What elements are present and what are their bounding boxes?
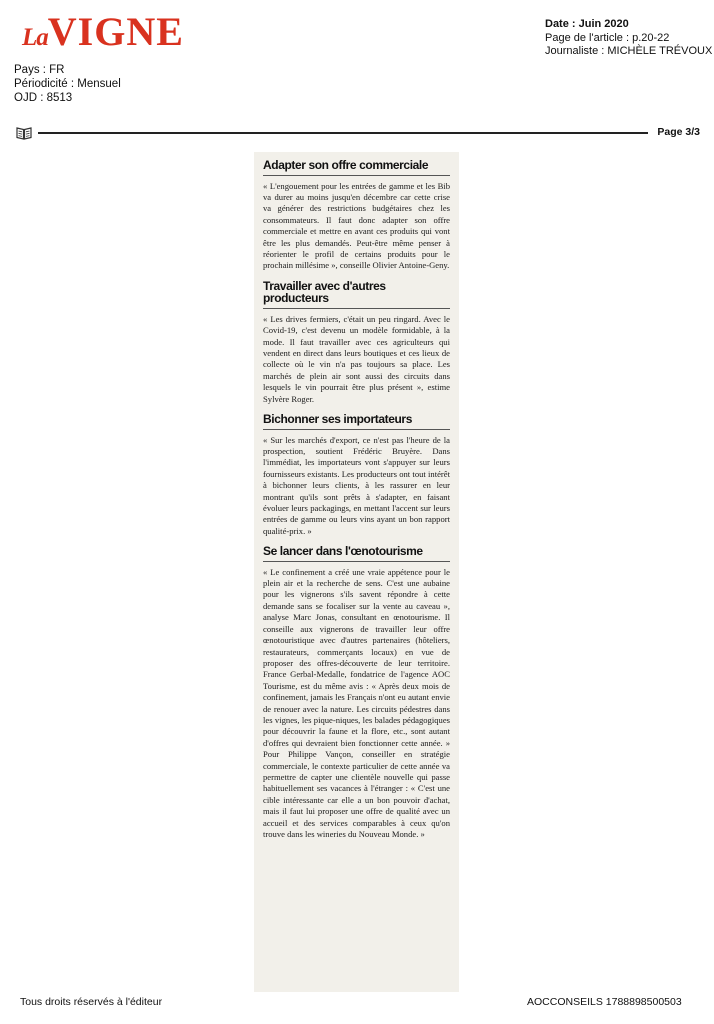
article-pages: Page de l'article : p.20-22 <box>545 31 670 44</box>
article-section <box>263 413 450 537</box>
section-heading: Adapter son offre commerciale <box>263 159 450 176</box>
document-reference: AOCCONSEILS 1788898500503 <box>527 996 682 1008</box>
divider-line <box>38 132 648 134</box>
article-section <box>263 545 450 840</box>
country: Pays : FR <box>14 64 65 76</box>
section-body: « Les drives fermiers, c'était un peu ringard. Avec le Covid-19, c'est devenu un modèle formidable, à la mode. Il faut travailler avec ces agriculteurs qui vendent en direct dans leurs boutiques et ces lieux de collecte où le vin n'a pas toujours sa place. Les marchés de plein air sont aussi des circuits dans lesquels le vin pourrait être plus présent », estime Sylvère Roger. <box>263 313 450 404</box>
article-section <box>263 280 450 405</box>
section-body: « Le confinement a créé une vraie appétence pour le plein air et la recherche de sens. C'est une aubaine pour les vignerons s'ils savent répondre à cette demande sans se focaliser sur la vente au caveau », analyse Marc Jonas, consultant en œnotourisme. Il conseille aux vignerons de travailler leur offre œnotouristique avec d'autres partenaires (hôteliers, restaurateurs, commerçants locaux) en vue de proposer des offres-découverte de leur territoire. France Gerbal-Medalle, fondatrice de l'agence AOC Tourisme, est du même avis : « Après deux mois de confinement, jamais les Français n'ont eu autant envie de renouer avec la nature. Les circuits pédestres dans les vignes, les pique-niques, les balades pédagogiques pour découvrir la faune et la flore, etc., sont autant d'offres qui devraient bien fonctionner cette année. » Pour Philippe Vançon, conseiller en stratégie commerciale, le contexte particulier de cette année va permettre de capter une clientèle nouvelle qui passe habituellement ses vacances à l'étranger : « C'est une cible intéressante car elle a un bon pouvoir d'achat, mais il faut lui proposer une offre de qualité avec un accueil et des services comparables à ceux qu'on trouve dans les wineries du Nouveau Monde. » <box>263 566 450 839</box>
rights-notice: Tous droits réservés à l'éditeur <box>20 996 163 1008</box>
article-meta <box>545 18 712 59</box>
logo-name: VIGNE <box>47 9 184 54</box>
publication-meta <box>14 63 121 105</box>
page-indicator: Page 3/3 <box>657 126 700 138</box>
book-icon <box>16 126 32 145</box>
article-section <box>263 159 450 272</box>
section-heading: Se lancer dans l'œnotourisme <box>263 545 450 562</box>
journalist: Journaliste : MICHÈLE TRÉVOUX <box>545 45 713 57</box>
section-body: « L'engouement pour les entrées de gamme et les Bib va durer au moins jusqu'en décembre car cette crise va générer des restrictions budgétaires chez les consommateurs. Il faut donc adapter son offre commerciale et mettre en avant ces produits qui vont être les plus demandés. Peut-être même penser à réorienter le profil de certains produits pour le prochain millésime », conseille Olivier Antoine-Geny. <box>263 180 450 271</box>
ojd-circulation: OJD : 8513 <box>14 92 73 104</box>
logo-prefix: La <box>22 24 48 51</box>
article-clipping <box>254 152 459 992</box>
publication-logo <box>22 8 184 55</box>
section-body: « Sur les marchés d'export, ce n'est pas l'heure de la prospection, soutient Frédéric Bruyère. Dans l'immédiat, les importateurs vont s'appuyer sur leurs fournisseurs existants. Les producteurs ont tout intérêt à bichonner leurs clients, à les rassurer en leur montrant qu'ils sont prêts à s'adapter, en faisant évoluer leurs packagings, en mettant l'accent sur leurs entrées de gamme ou leurs vins ayant un bon rapport qualité-prix. » <box>263 434 450 536</box>
page-rule <box>16 126 700 140</box>
publication-date: Date : Juin 2020 <box>545 18 629 30</box>
section-heading: Travailler avec d'autres producteurs <box>263 280 450 309</box>
section-heading: Bichonner ses importateurs <box>263 413 450 430</box>
periodicity: Périodicité : Mensuel <box>14 78 121 90</box>
